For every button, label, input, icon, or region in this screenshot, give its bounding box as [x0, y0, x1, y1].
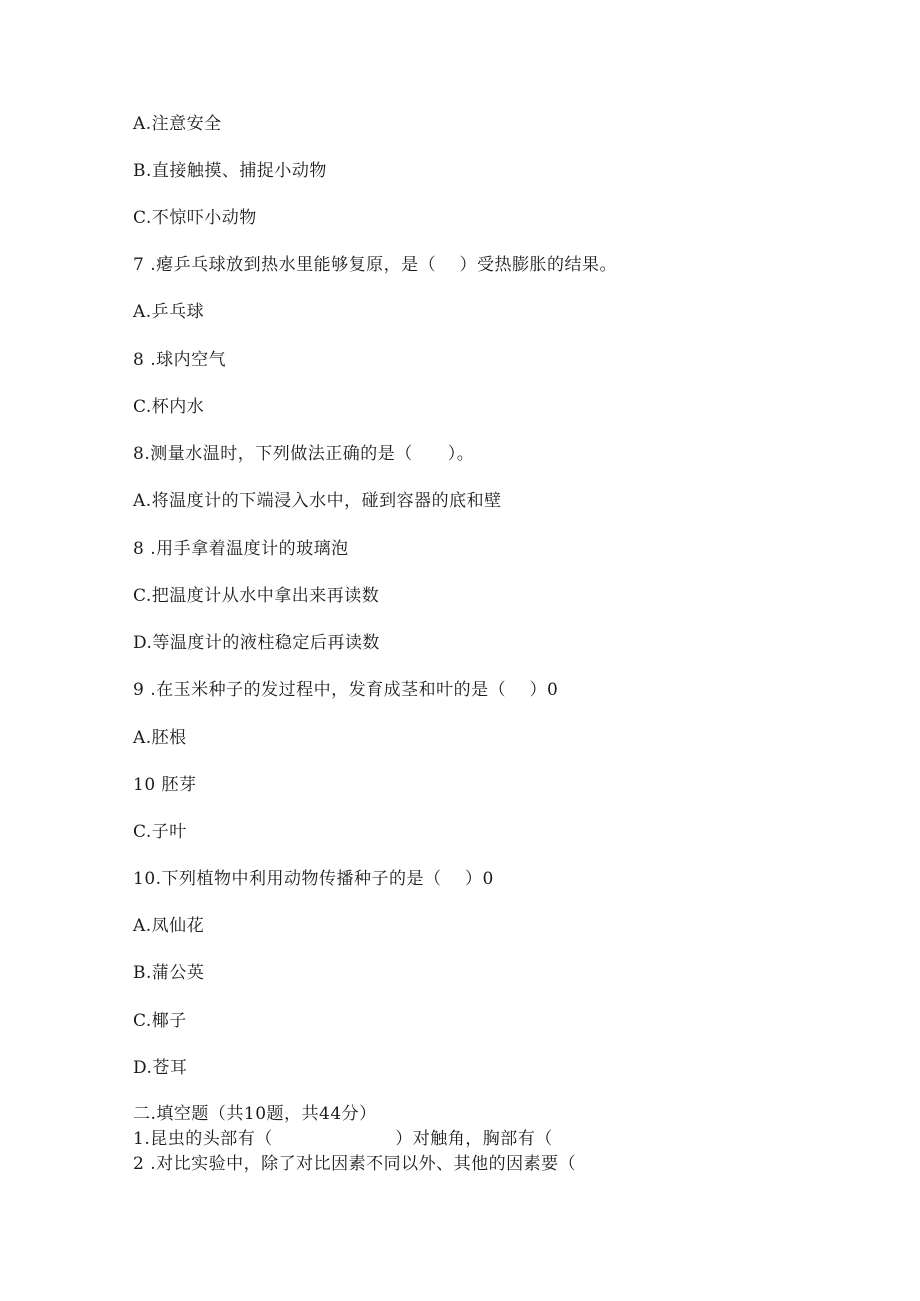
q10-option-a: A.凤仙花: [133, 916, 205, 936]
q7-option-b: 8 .球内空气: [133, 350, 227, 370]
q9-option-b: 10 胚芽: [133, 775, 197, 795]
q8-option-b: 8 .用手拿着温度计的玻璃泡: [133, 539, 349, 559]
option-a-safety: A.注意安全: [133, 114, 222, 134]
q9-option-c: C.子叶: [133, 822, 187, 842]
fill-question-1: 1.昆虫的头部有（ ）对触角，胸部有（: [133, 1129, 553, 1149]
option-b-touch: B.直接触摸、捕捉小动物: [133, 161, 327, 181]
q10-option-d: D.苍耳: [133, 1058, 188, 1078]
question-7: 7 .瘪乒乓球放到热水里能够复原，是（ ）受热膨胀的结果。: [133, 255, 618, 275]
option-c-no-scare: C.不惊吓小动物: [133, 208, 257, 228]
q8-option-d: D.等温度计的液柱稳定后再读数: [133, 633, 380, 653]
question-10: 10.下列植物中利用动物传播种子的是（ ）0: [133, 869, 494, 889]
question-8: 8.测量水温时，下列做法正确的是（ ）。: [133, 444, 475, 464]
q9-option-a: A.胚根: [133, 728, 187, 748]
q8-option-a: A.将温度计的下端浸入水中，碰到容器的底和壁: [133, 491, 502, 511]
fill-question-2: 2 .对比实验中，除了对比因素不同以外、其他的因素要（: [133, 1154, 577, 1174]
q7-option-a: A.乒乓球: [133, 302, 205, 322]
section-heading-fill-in: 二.填空题（共10题，共44分）: [133, 1104, 377, 1124]
q10-option-c: C.椰子: [133, 1011, 187, 1031]
q10-option-b: B.蒲公英: [133, 963, 205, 983]
q8-option-c: C.把温度计从水中拿出来再读数: [133, 586, 380, 606]
question-9: 9 .在玉米种子的发过程中，发育成茎和叶的是（ ）0: [133, 680, 559, 700]
q7-option-c: C.杯内水: [133, 397, 205, 417]
